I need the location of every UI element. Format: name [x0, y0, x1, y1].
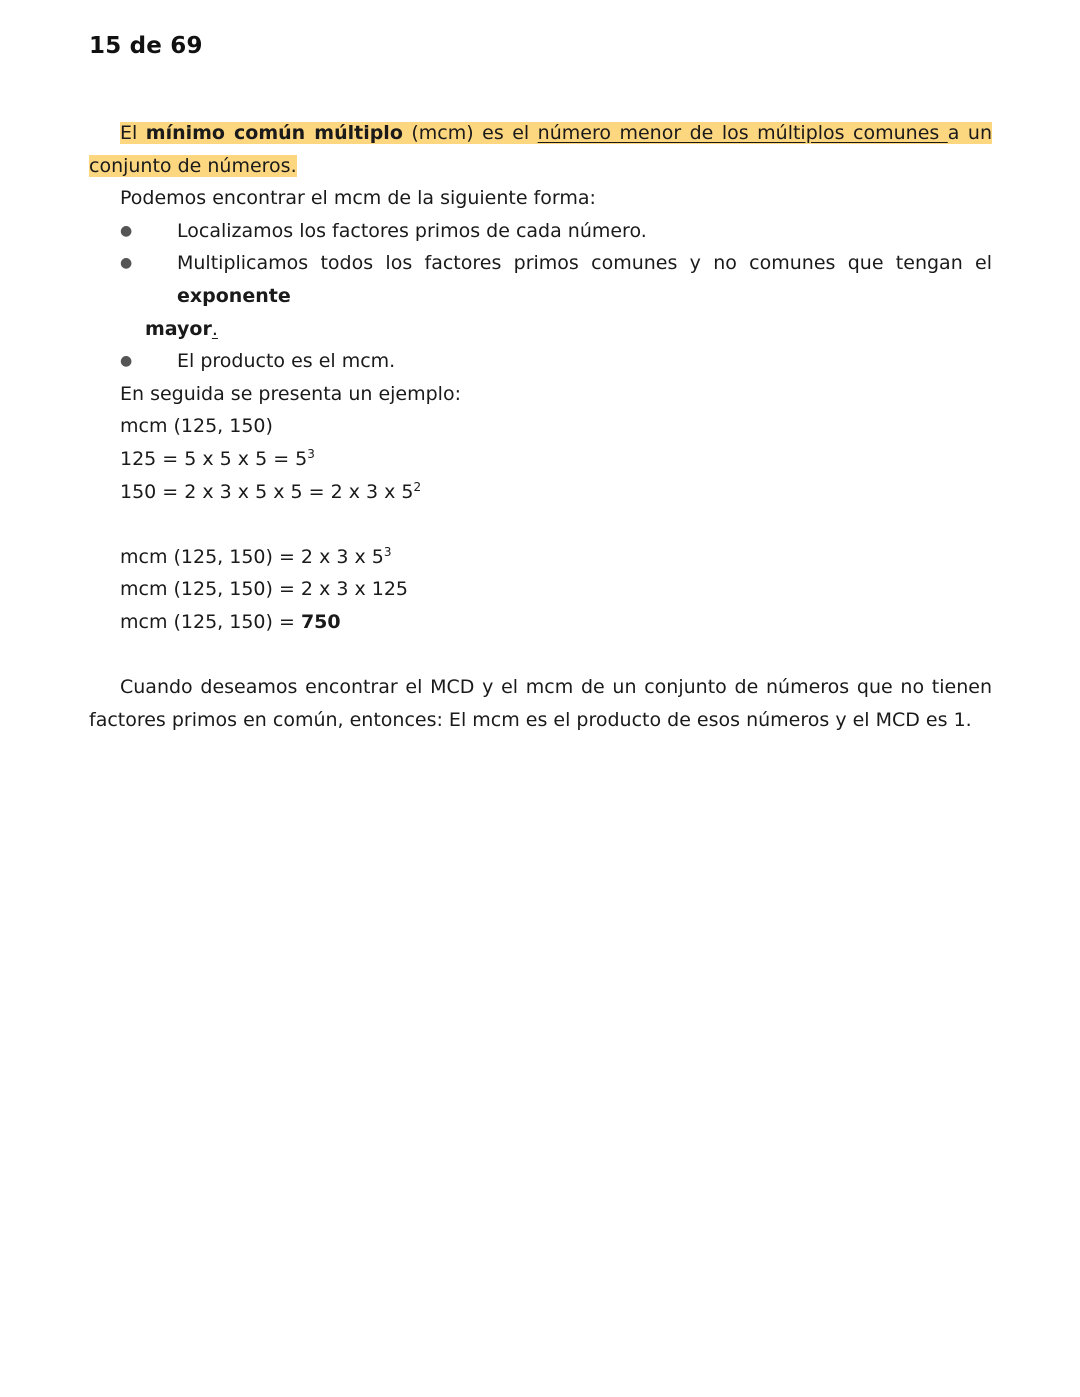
- factorization-125: 125 = 5 x 5 x $5 = 5^3$: [120, 446, 315, 470]
- result-step-2: mcm (125, 150) = 2 x 3 x 125: [120, 578, 409, 601]
- example-intro: En seguida se presenta un ejemplo:: [120, 382, 461, 405]
- result-final: mcm (125, 150) = 750: [120, 610, 341, 633]
- factorization-150: 150 = 2 x 3 x 5 x 5 = 2 x 3 x $5^2$: [120, 479, 422, 503]
- definition-paragraph: [89, 117, 992, 182]
- example-header: mcm (125, 150): [120, 415, 273, 438]
- bullet-icon: ●: [120, 353, 133, 370]
- defined-term: mínimo común múltiplo: [145, 122, 403, 144]
- document-body: [89, 117, 992, 736]
- list-item: ● Multiplicamos todos los factores primos comunes y no comunes que tengan el exponente mayor.: [89, 247, 992, 345]
- method-intro: Podemos encontrar el mcm de la siguiente forma:: [120, 187, 596, 210]
- bullet-icon: ●: [120, 255, 133, 272]
- underlined-phrase: número menor de los múltiplos comunes: [537, 122, 948, 144]
- highlighted-definition: El mínimo común múltiplo (mcm) es el número menor de los múltiplos comunes a un conjunto de números.: [89, 122, 992, 177]
- conclusion-paragraph: Cuando deseamos encontrar el MCD y el mcm de un conjunto de números que no tienen factores primos en común, entonces: El mcm es el producto de esos números y el MCD es 1.: [89, 676, 992, 731]
- page-counter: 15 de 69: [89, 33, 203, 59]
- list-item: ● El producto es el mcm.: [89, 345, 992, 378]
- list-item: ● Localizamos los factores primos de cada número.: [89, 215, 992, 248]
- result-step-1: mcm (125, 150) = 2 x 3 x $5^3$: [120, 544, 392, 568]
- bullet-icon: ●: [120, 222, 133, 239]
